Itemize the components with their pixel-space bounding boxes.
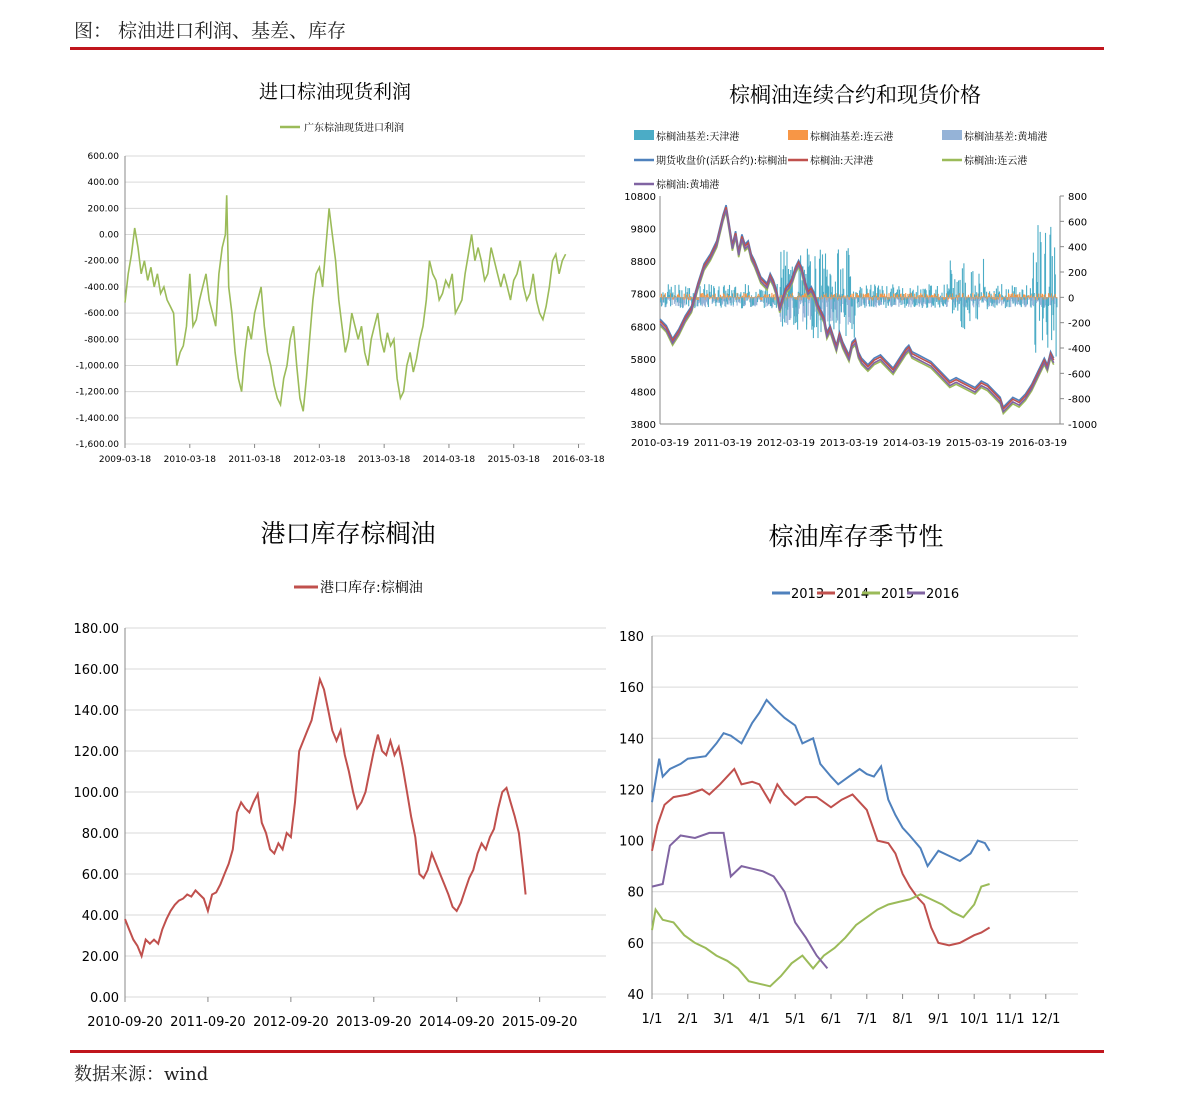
legend-swatch <box>634 130 654 140</box>
series-line-2015 <box>652 884 990 986</box>
page-header: 图： 棕油进口利润、基差、库存 <box>74 20 347 42</box>
y-tick-label: 100.00 <box>73 786 119 801</box>
data-source: 数据来源：wind <box>74 1064 209 1085</box>
seasonal-inventory-chart <box>620 500 1090 1040</box>
y-tick-label: 80 <box>627 885 644 901</box>
legend-label: 2016 <box>926 587 960 602</box>
x-tick-label: 2016-03-19 <box>1008 438 1068 449</box>
bottom-rule <box>70 1050 1104 1053</box>
y-right-tick-label: 800 <box>1068 192 1088 203</box>
x-tick-label: 2010-03-19 <box>630 438 690 449</box>
x-tick-label: 12/1 <box>1031 1012 1061 1027</box>
y-tick-label: -400.00 <box>84 282 119 293</box>
x-tick-label: 6/1 <box>820 1012 842 1027</box>
y-tick-label: 80.00 <box>81 827 119 842</box>
y-left-tick-label: 8800 <box>630 257 656 269</box>
x-tick-label: 2016-03-18 <box>552 455 605 465</box>
basis-bars <box>660 225 1057 356</box>
x-tick-label: 5/1 <box>784 1012 806 1027</box>
y-tick-label: -1,400.00 <box>75 413 119 424</box>
y-tick-label: 140.00 <box>73 704 119 719</box>
y-right-tick-label: 400 <box>1068 242 1088 254</box>
y-tick-label: -1,200.00 <box>75 387 119 398</box>
legend-label: 棕榈油基差:黄埔港 <box>964 132 1048 143</box>
x-tick-label: 2014-03-19 <box>882 438 942 449</box>
y-tick-label: 200.00 <box>87 204 119 215</box>
y-tick-label: 400.00 <box>87 178 119 189</box>
x-tick-label: 2014-03-18 <box>422 455 476 465</box>
y-tick-label: 20.00 <box>81 950 119 965</box>
legend-label: 棕榈油:黄埔港 <box>656 180 720 191</box>
chart-title: 进口棕油现货利润 <box>258 81 412 103</box>
series-line-2016 <box>652 833 827 969</box>
y-tick-label: 120.00 <box>73 745 119 760</box>
y-left-tick-label: 6800 <box>630 322 656 334</box>
y-tick-label: 160.00 <box>73 663 119 678</box>
x-tick-label: 2/1 <box>677 1012 699 1027</box>
legend-label: 棕榈油基差:连云港 <box>810 132 894 143</box>
y-tick-label: 60.00 <box>81 868 119 883</box>
y-left-tick-label: 4800 <box>630 387 656 399</box>
x-tick-label: 2011-03-19 <box>693 438 753 449</box>
y-left-tick-label: 9800 <box>630 224 656 236</box>
y-left-tick-label: 10800 <box>624 192 656 203</box>
x-tick-label: 8/1 <box>892 1012 914 1027</box>
legend-label: 棕榈油:连云港 <box>964 156 1028 167</box>
x-tick-label: 2014-09-20 <box>418 1015 495 1030</box>
x-tick-label: 7/1 <box>856 1012 878 1027</box>
y-right-tick-label: -800 <box>1068 394 1091 406</box>
x-tick-label: 2015-03-18 <box>487 455 540 465</box>
y-right-tick-label: 600 <box>1068 217 1088 229</box>
y-right-tick-label: -1000 <box>1068 420 1098 431</box>
chart-title: 棕油库存季节性 <box>768 522 944 551</box>
y-tick-label: 60 <box>627 936 644 952</box>
x-tick-label: 2012-03-19 <box>756 438 816 449</box>
y-tick-label: 160 <box>619 681 644 697</box>
legend-swatch <box>788 130 808 140</box>
x-tick-label: 2010-09-20 <box>87 1015 163 1030</box>
basis-price-chart <box>620 70 1098 470</box>
price-line <box>660 212 1054 414</box>
x-tick-label: 2011-09-20 <box>170 1015 246 1030</box>
series-line-2013 <box>652 700 990 866</box>
y-tick-label: -1,600.00 <box>75 440 119 450</box>
y-left-tick-label: 7800 <box>630 289 656 301</box>
x-tick-label: 2013-09-20 <box>336 1015 412 1030</box>
x-tick-label: 2012-09-20 <box>253 1015 329 1030</box>
x-tick-label: 2009-03-18 <box>98 455 152 465</box>
x-tick-label: 11/1 <box>995 1012 1025 1027</box>
legend-label: 期货收盘价(活跃合约):棕榈油 <box>656 156 788 167</box>
x-tick-label: 2015-03-19 <box>945 438 1005 449</box>
x-tick-label: 3/1 <box>713 1012 735 1027</box>
x-tick-label: 1/1 <box>641 1012 663 1027</box>
y-tick-label: 0.00 <box>90 991 119 1006</box>
port-inventory-chart <box>73 500 610 1040</box>
legend-label: 2015 <box>881 587 915 602</box>
y-tick-label: 40 <box>627 988 644 1003</box>
series-line-inventory <box>125 679 526 956</box>
y-tick-label: 180.00 <box>73 622 119 637</box>
y-tick-label: 140 <box>619 732 644 748</box>
top-rule <box>70 47 1104 50</box>
series-line-2014 <box>652 769 990 945</box>
y-right-tick-label: -200 <box>1068 318 1091 330</box>
y-left-tick-label: 5800 <box>630 354 656 366</box>
y-right-tick-label: 200 <box>1068 268 1088 279</box>
x-tick-label: 2013-03-19 <box>819 438 879 449</box>
chart-title: 港口库存棕榈油 <box>260 519 436 548</box>
y-tick-label: -600.00 <box>84 309 119 320</box>
y-tick-label: 40.00 <box>81 909 119 924</box>
import-profit-chart <box>70 70 605 480</box>
legend-label: 棕榈油基差:天津港 <box>656 132 740 143</box>
chart-title: 棕榈油连续合约和现货价格 <box>729 83 981 107</box>
x-tick-label: 2015-09-20 <box>501 1015 578 1030</box>
y-right-tick-label: -600 <box>1068 369 1091 381</box>
legend-label: 2014 <box>836 587 870 602</box>
x-tick-label: 2012-03-18 <box>293 455 346 465</box>
y-left-tick-label: 3800 <box>630 420 656 431</box>
legend-label: 2013 <box>791 587 825 602</box>
y-tick-label: -1,000.00 <box>75 361 119 372</box>
legend-label: 广东棕油现货进口利润 <box>304 123 404 134</box>
series-line-profit <box>125 195 566 411</box>
x-tick-label: 10/1 <box>959 1012 989 1027</box>
y-tick-label: 180 <box>619 630 644 645</box>
y-right-tick-label: -400 <box>1068 344 1091 355</box>
x-tick-label: 4/1 <box>748 1012 770 1027</box>
y-tick-label: 100 <box>619 834 644 850</box>
x-tick-label: 2013-03-18 <box>357 455 411 465</box>
x-tick-label: 9/1 <box>927 1012 949 1027</box>
y-tick-label: 120 <box>619 783 644 799</box>
legend-swatch <box>942 130 962 140</box>
y-tick-label: 0.00 <box>98 230 119 241</box>
x-tick-label: 2010-03-18 <box>163 455 216 465</box>
y-right-tick-label: 0 <box>1068 293 1075 305</box>
legend-label: 棕榈油:天津港 <box>810 156 874 167</box>
y-tick-label: 600.00 <box>87 152 119 162</box>
legend-label: 港口库存:棕榈油 <box>320 580 423 596</box>
y-tick-label: -800.00 <box>84 335 119 346</box>
x-tick-label: 2011-03-18 <box>228 455 281 465</box>
y-tick-label: -200.00 <box>84 256 119 267</box>
